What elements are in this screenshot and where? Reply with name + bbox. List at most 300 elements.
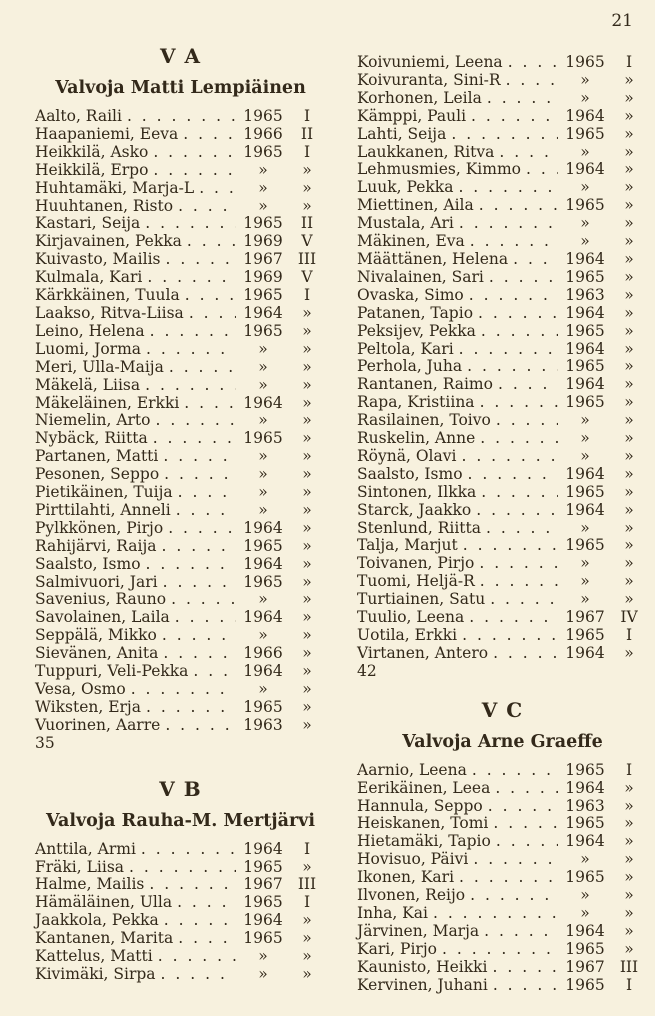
leader-dots bbox=[478, 305, 558, 323]
leader-dots bbox=[141, 841, 236, 859]
student-row bbox=[357, 555, 648, 573]
class-heading: V C bbox=[481, 697, 524, 722]
student-row bbox=[35, 574, 326, 592]
leader-dots bbox=[171, 591, 236, 609]
student-row bbox=[35, 287, 326, 305]
student-year: » bbox=[258, 626, 268, 645]
student-row bbox=[357, 798, 648, 816]
student-name: Kari, Pirjo bbox=[357, 939, 437, 958]
student-year: 1969 bbox=[243, 232, 283, 251]
student-year: 1965 bbox=[565, 626, 605, 644]
leader-dots bbox=[161, 966, 236, 984]
student-year: 1964 bbox=[243, 911, 283, 930]
student-year: 1965 bbox=[243, 321, 283, 340]
student-year: 1965 bbox=[565, 814, 605, 833]
student-name: Inha, Kai bbox=[357, 903, 428, 922]
leader-dots bbox=[147, 269, 236, 287]
student-grade: IV bbox=[620, 608, 638, 627]
student-grade: » bbox=[302, 196, 312, 215]
leader-dots bbox=[145, 377, 236, 395]
student-year: 1967 bbox=[565, 957, 605, 976]
student-year: 1964 bbox=[565, 303, 605, 322]
student-grade: » bbox=[624, 375, 634, 394]
student-row bbox=[357, 977, 648, 995]
leader-dots bbox=[458, 179, 558, 197]
student-grade: » bbox=[302, 447, 312, 466]
student-grade: III bbox=[297, 250, 317, 269]
student-row bbox=[357, 448, 648, 466]
student-grade: » bbox=[302, 518, 312, 537]
leader-dots bbox=[479, 197, 558, 215]
student-grade: » bbox=[302, 964, 312, 983]
student-grade: I bbox=[303, 142, 311, 161]
leader-dots bbox=[471, 108, 558, 126]
student-year: 1965 bbox=[243, 214, 283, 233]
student-name: Salmivuori, Jari bbox=[35, 572, 158, 591]
student-grade: » bbox=[624, 590, 634, 609]
student-name: Kulmala, Kari bbox=[35, 268, 143, 287]
student-name: Meri, Ulla-Maija bbox=[35, 357, 164, 376]
student-list bbox=[35, 108, 326, 735]
student-year: 1964 bbox=[565, 160, 605, 179]
student-row bbox=[357, 305, 648, 323]
student-name: Fräki, Liisa bbox=[35, 857, 125, 876]
student-grade: » bbox=[624, 70, 634, 89]
student-grade: V bbox=[301, 232, 313, 251]
student-row bbox=[357, 851, 648, 869]
student-row bbox=[357, 323, 648, 341]
student-grade: » bbox=[624, 482, 634, 501]
student-name: Miettinen, Aila bbox=[357, 196, 474, 215]
leader-dots bbox=[499, 144, 558, 162]
student-row bbox=[357, 645, 648, 663]
student-row bbox=[357, 430, 648, 448]
student-row bbox=[35, 377, 326, 395]
student-name: Hovisuo, Päivi bbox=[357, 850, 469, 869]
student-row bbox=[357, 941, 648, 959]
student-year: » bbox=[580, 142, 590, 161]
leader-dots bbox=[158, 948, 236, 966]
leader-dots bbox=[150, 323, 236, 341]
student-name: Kivimäki, Sirpa bbox=[35, 964, 156, 983]
student-year: 1964 bbox=[243, 554, 283, 573]
leader-dots bbox=[481, 484, 558, 502]
student-name: Heikkilä, Erpo bbox=[35, 160, 149, 179]
student-row bbox=[35, 538, 326, 556]
student-row bbox=[35, 144, 326, 162]
student-year: 1965 bbox=[565, 196, 605, 215]
student-grade: » bbox=[624, 303, 634, 322]
student-year: 1963 bbox=[243, 715, 283, 734]
student-name: Ikonen, Kari bbox=[357, 868, 455, 887]
student-row bbox=[357, 144, 648, 162]
student-name: Ruskelin, Anne bbox=[357, 429, 476, 448]
student-grade: » bbox=[624, 357, 634, 376]
leader-dots bbox=[153, 430, 236, 448]
student-row bbox=[357, 959, 648, 977]
student-year: 1964 bbox=[565, 375, 605, 394]
student-grade: I bbox=[625, 975, 633, 994]
student-name: Talja, Marjut bbox=[357, 536, 458, 555]
student-grade: V bbox=[301, 268, 313, 287]
student-year: » bbox=[580, 903, 590, 922]
leader-dots bbox=[163, 645, 236, 663]
leader-dots bbox=[178, 484, 236, 502]
leader-dots bbox=[469, 609, 558, 627]
student-row bbox=[35, 466, 326, 484]
student-grade: I bbox=[303, 107, 311, 125]
supervisor-line: Valvoja Rauha-M. Mertjärvi bbox=[46, 810, 315, 831]
student-row bbox=[357, 394, 648, 412]
student-grade: » bbox=[624, 518, 634, 537]
student-year: » bbox=[258, 411, 268, 430]
leader-dots bbox=[484, 923, 558, 941]
student-year: 1964 bbox=[565, 643, 605, 662]
student-grade: » bbox=[624, 214, 634, 233]
student-name: Koivuranta, Sini-R bbox=[357, 70, 501, 89]
leader-dots bbox=[489, 269, 558, 287]
leader-dots bbox=[442, 941, 558, 959]
leader-dots bbox=[488, 798, 558, 816]
student-name: Tuulio, Leena bbox=[357, 608, 465, 627]
student-row bbox=[35, 859, 326, 877]
student-row bbox=[357, 269, 648, 287]
leader-dots bbox=[480, 430, 558, 448]
leader-dots bbox=[480, 573, 558, 591]
leader-dots bbox=[169, 359, 236, 377]
student-name: Turtiainen, Satu bbox=[357, 590, 486, 609]
student-year: 1963 bbox=[565, 796, 605, 815]
student-grade: » bbox=[302, 500, 312, 519]
student-year: » bbox=[258, 375, 268, 394]
student-grade: » bbox=[624, 88, 634, 107]
student-grade: » bbox=[624, 814, 634, 833]
leader-dots bbox=[495, 780, 558, 798]
student-grade: » bbox=[624, 267, 634, 286]
leader-dots bbox=[177, 894, 236, 912]
student-name: Rantanen, Raimo bbox=[357, 375, 493, 394]
student-year: 1967 bbox=[243, 875, 283, 894]
student-name: Niemelin, Arto bbox=[35, 411, 151, 430]
student-name: Pietikäinen, Tuija bbox=[35, 483, 173, 502]
student-name: Hietamäki, Tapio bbox=[357, 832, 491, 851]
student-year: 1964 bbox=[243, 518, 283, 537]
student-year: » bbox=[580, 886, 590, 905]
leader-dots bbox=[183, 126, 236, 144]
student-grade: » bbox=[624, 160, 634, 179]
student-year: » bbox=[258, 196, 268, 215]
student-row bbox=[357, 251, 648, 269]
student-name: Heikkilä, Asko bbox=[35, 142, 149, 161]
leader-dots bbox=[127, 108, 236, 126]
student-grade: » bbox=[624, 796, 634, 815]
student-row bbox=[357, 833, 648, 851]
student-grade: » bbox=[624, 500, 634, 519]
student-name: Heiskanen, Tomi bbox=[357, 814, 489, 833]
student-name: Rasilainen, Toivo bbox=[357, 411, 491, 430]
student-year: 1965 bbox=[565, 393, 605, 412]
student-name: Uotila, Erkki bbox=[357, 626, 458, 644]
student-name: Anttila, Armi bbox=[35, 839, 136, 858]
student-name: Mustala, Ari bbox=[357, 214, 454, 233]
student-grade: » bbox=[302, 429, 312, 448]
class-section bbox=[35, 44, 326, 753]
student-row bbox=[35, 269, 326, 287]
leader-dots bbox=[146, 556, 236, 574]
student-year: 1964 bbox=[243, 839, 283, 858]
student-year: 1965 bbox=[243, 107, 283, 125]
student-grade: » bbox=[624, 124, 634, 143]
student-name: Luomi, Jorma bbox=[35, 339, 142, 358]
student-grade: » bbox=[624, 536, 634, 555]
student-row bbox=[35, 556, 326, 574]
student-row bbox=[35, 395, 326, 413]
student-name: Kantanen, Marita bbox=[35, 929, 174, 948]
student-list bbox=[357, 54, 648, 663]
student-name: Ilvonen, Reijo bbox=[357, 886, 466, 905]
student-grade: » bbox=[624, 411, 634, 430]
leader-dots bbox=[193, 663, 236, 681]
student-row bbox=[35, 609, 326, 627]
student-name: Wiksten, Erja bbox=[35, 697, 141, 716]
student-year: 1964 bbox=[565, 106, 605, 125]
student-row bbox=[35, 180, 326, 198]
student-name: Korhonen, Leila bbox=[357, 88, 482, 107]
student-year: » bbox=[580, 411, 590, 430]
student-row bbox=[35, 448, 326, 466]
student-grade: » bbox=[624, 393, 634, 412]
student-grade: » bbox=[624, 939, 634, 958]
leader-dots bbox=[153, 144, 236, 162]
leader-dots bbox=[459, 341, 558, 359]
right-column bbox=[357, 0, 648, 995]
student-year: 1965 bbox=[565, 267, 605, 286]
student-year: » bbox=[580, 590, 590, 609]
student-row bbox=[35, 162, 326, 180]
student-row bbox=[357, 762, 648, 780]
leader-dots bbox=[462, 627, 558, 645]
leader-dots bbox=[470, 887, 558, 905]
leader-dots bbox=[163, 448, 236, 466]
leader-dots bbox=[508, 54, 558, 72]
student-grade: » bbox=[302, 644, 312, 663]
student-grade: » bbox=[302, 626, 312, 645]
student-year: 1965 bbox=[243, 429, 283, 448]
student-row bbox=[35, 930, 326, 948]
student-name: Kuivasto, Mailis bbox=[35, 250, 161, 269]
student-row bbox=[357, 412, 648, 430]
supervisor-line: Valvoja Matti Lempiäinen bbox=[55, 78, 306, 98]
student-year: » bbox=[258, 483, 268, 502]
class-heading: V A bbox=[160, 44, 201, 68]
student-grade: » bbox=[302, 947, 312, 966]
leader-dots bbox=[162, 538, 236, 556]
student-year: 1964 bbox=[565, 339, 605, 358]
student-row bbox=[357, 72, 648, 90]
student-name: Toivanen, Pirjo bbox=[357, 554, 475, 573]
student-grade: » bbox=[302, 303, 312, 322]
student-grade: » bbox=[302, 680, 312, 698]
student-year: » bbox=[258, 680, 268, 698]
student-name: Kämppi, Pauli bbox=[357, 106, 467, 125]
leader-dots bbox=[496, 412, 558, 430]
student-grade: » bbox=[302, 339, 312, 358]
student-name: Nivalainen, Sari bbox=[357, 267, 484, 286]
student-grade: » bbox=[302, 321, 312, 340]
student-row bbox=[35, 233, 326, 251]
student-year: 1965 bbox=[243, 142, 283, 161]
leader-dots bbox=[153, 162, 236, 180]
leader-dots bbox=[165, 251, 236, 269]
student-year: » bbox=[580, 554, 590, 573]
student-year: » bbox=[580, 214, 590, 233]
student-name: Tuppuri, Veli-Pekka bbox=[35, 662, 189, 681]
student-name: Peksijev, Pekka bbox=[357, 321, 476, 340]
leader-dots bbox=[498, 376, 558, 394]
student-name: Haapaniemi, Eeva bbox=[35, 124, 179, 143]
student-grade: II bbox=[300, 124, 314, 143]
student-name: Kattelus, Matti bbox=[35, 947, 153, 966]
leader-dots bbox=[164, 466, 236, 484]
student-grade: » bbox=[302, 554, 312, 573]
student-name: Saalsto, Ismo bbox=[357, 464, 463, 483]
student-grade: » bbox=[302, 465, 312, 484]
student-year: 1964 bbox=[565, 500, 605, 519]
student-name: Savolainen, Laila bbox=[35, 608, 170, 627]
student-name: Hämäläinen, Ulla bbox=[35, 893, 173, 912]
leader-dots bbox=[185, 287, 236, 305]
student-name: Ovaska, Simo bbox=[357, 285, 464, 304]
leader-dots bbox=[189, 305, 236, 323]
student-grade: » bbox=[624, 886, 634, 905]
student-year: 1965 bbox=[565, 321, 605, 340]
student-year: 1965 bbox=[565, 975, 605, 994]
student-grade: » bbox=[302, 160, 312, 179]
student-row bbox=[357, 869, 648, 887]
student-year: » bbox=[258, 947, 268, 966]
student-year: 1964 bbox=[565, 921, 605, 940]
student-name: Koivuniemi, Leena bbox=[357, 53, 503, 71]
student-name: Kirjavainen, Pekka bbox=[35, 232, 182, 251]
student-grade: I bbox=[625, 53, 633, 71]
student-grade: » bbox=[624, 850, 634, 869]
student-grade: » bbox=[302, 178, 312, 197]
leader-dots bbox=[145, 215, 236, 233]
leader-dots bbox=[168, 520, 236, 538]
student-row bbox=[35, 841, 326, 859]
student-name: Huuhtanen, Risto bbox=[35, 196, 174, 215]
leader-dots bbox=[486, 520, 558, 538]
leader-dots bbox=[433, 905, 558, 923]
student-name: Pesonen, Seppo bbox=[35, 465, 160, 484]
student-name: Peltola, Kari bbox=[357, 339, 454, 358]
left-column bbox=[35, 0, 326, 995]
student-name: Jaakkola, Pekka bbox=[35, 911, 159, 930]
student-year: 1966 bbox=[243, 124, 283, 143]
student-year: 1969 bbox=[243, 268, 283, 287]
student-row bbox=[357, 126, 648, 144]
student-row bbox=[357, 287, 648, 305]
leader-dots bbox=[476, 502, 558, 520]
leader-dots bbox=[146, 699, 236, 717]
student-year: » bbox=[580, 850, 590, 869]
student-name: Luuk, Pekka bbox=[357, 178, 454, 197]
student-name: Kaunisto, Heikki bbox=[357, 957, 488, 976]
student-grade: » bbox=[624, 321, 634, 340]
student-name: Aarnio, Leena bbox=[357, 760, 467, 779]
student-year: 1965 bbox=[565, 124, 605, 143]
class-heading: V B bbox=[159, 776, 202, 801]
student-year: 1964 bbox=[243, 608, 283, 627]
student-grade: » bbox=[302, 357, 312, 376]
student-name: Hannula, Seppo bbox=[357, 796, 483, 815]
student-grade: I bbox=[303, 893, 311, 912]
student-grade: » bbox=[302, 375, 312, 394]
leader-dots bbox=[459, 869, 558, 887]
student-year: 1965 bbox=[243, 893, 283, 912]
student-row bbox=[35, 108, 326, 126]
leader-dots bbox=[146, 341, 236, 359]
student-grade: » bbox=[624, 554, 634, 573]
student-year: » bbox=[580, 70, 590, 89]
student-row bbox=[35, 430, 326, 448]
student-year: 1965 bbox=[243, 929, 283, 948]
student-year: 1965 bbox=[565, 939, 605, 958]
class-section bbox=[35, 777, 326, 984]
student-grade: » bbox=[624, 643, 634, 662]
student-name: Mäkelä, Liisa bbox=[35, 375, 141, 394]
student-year: » bbox=[258, 590, 268, 609]
student-grade: » bbox=[302, 911, 312, 930]
student-name: Saalsto, Ismo bbox=[35, 554, 141, 573]
student-row bbox=[35, 215, 326, 233]
student-row bbox=[357, 484, 648, 502]
leader-dots bbox=[461, 448, 558, 466]
student-row bbox=[35, 894, 326, 912]
student-count: 42 bbox=[357, 661, 377, 680]
student-year: 1964 bbox=[243, 393, 283, 412]
student-grade: » bbox=[302, 411, 312, 430]
student-grade: » bbox=[624, 142, 634, 161]
student-name: Lahti, Seija bbox=[357, 124, 447, 143]
leader-dots bbox=[163, 574, 236, 592]
student-grade: » bbox=[624, 464, 634, 483]
leader-dots bbox=[472, 762, 558, 780]
student-grade: » bbox=[624, 903, 634, 922]
student-name: Partanen, Matti bbox=[35, 447, 159, 466]
student-year: 1965 bbox=[243, 536, 283, 555]
leader-dots bbox=[463, 537, 558, 555]
leader-dots bbox=[199, 180, 236, 198]
student-year: 1965 bbox=[565, 760, 605, 779]
leader-dots bbox=[506, 72, 558, 90]
student-grade: » bbox=[302, 929, 312, 948]
student-grade: II bbox=[300, 214, 314, 233]
student-name: Kärkkäinen, Tuula bbox=[35, 286, 180, 305]
student-year: 1965 bbox=[565, 536, 605, 555]
student-year: 1964 bbox=[243, 662, 283, 681]
leader-dots bbox=[473, 851, 558, 869]
student-row bbox=[357, 591, 648, 609]
student-row bbox=[35, 251, 326, 269]
student-grade: » bbox=[302, 857, 312, 876]
student-name: Halme, Mailis bbox=[35, 875, 145, 894]
student-row bbox=[357, 573, 648, 591]
student-list bbox=[357, 762, 648, 995]
student-row bbox=[35, 198, 326, 216]
student-grade: I bbox=[303, 286, 311, 305]
supervisor-line: Valvoja Arne Graeffe bbox=[402, 731, 603, 752]
